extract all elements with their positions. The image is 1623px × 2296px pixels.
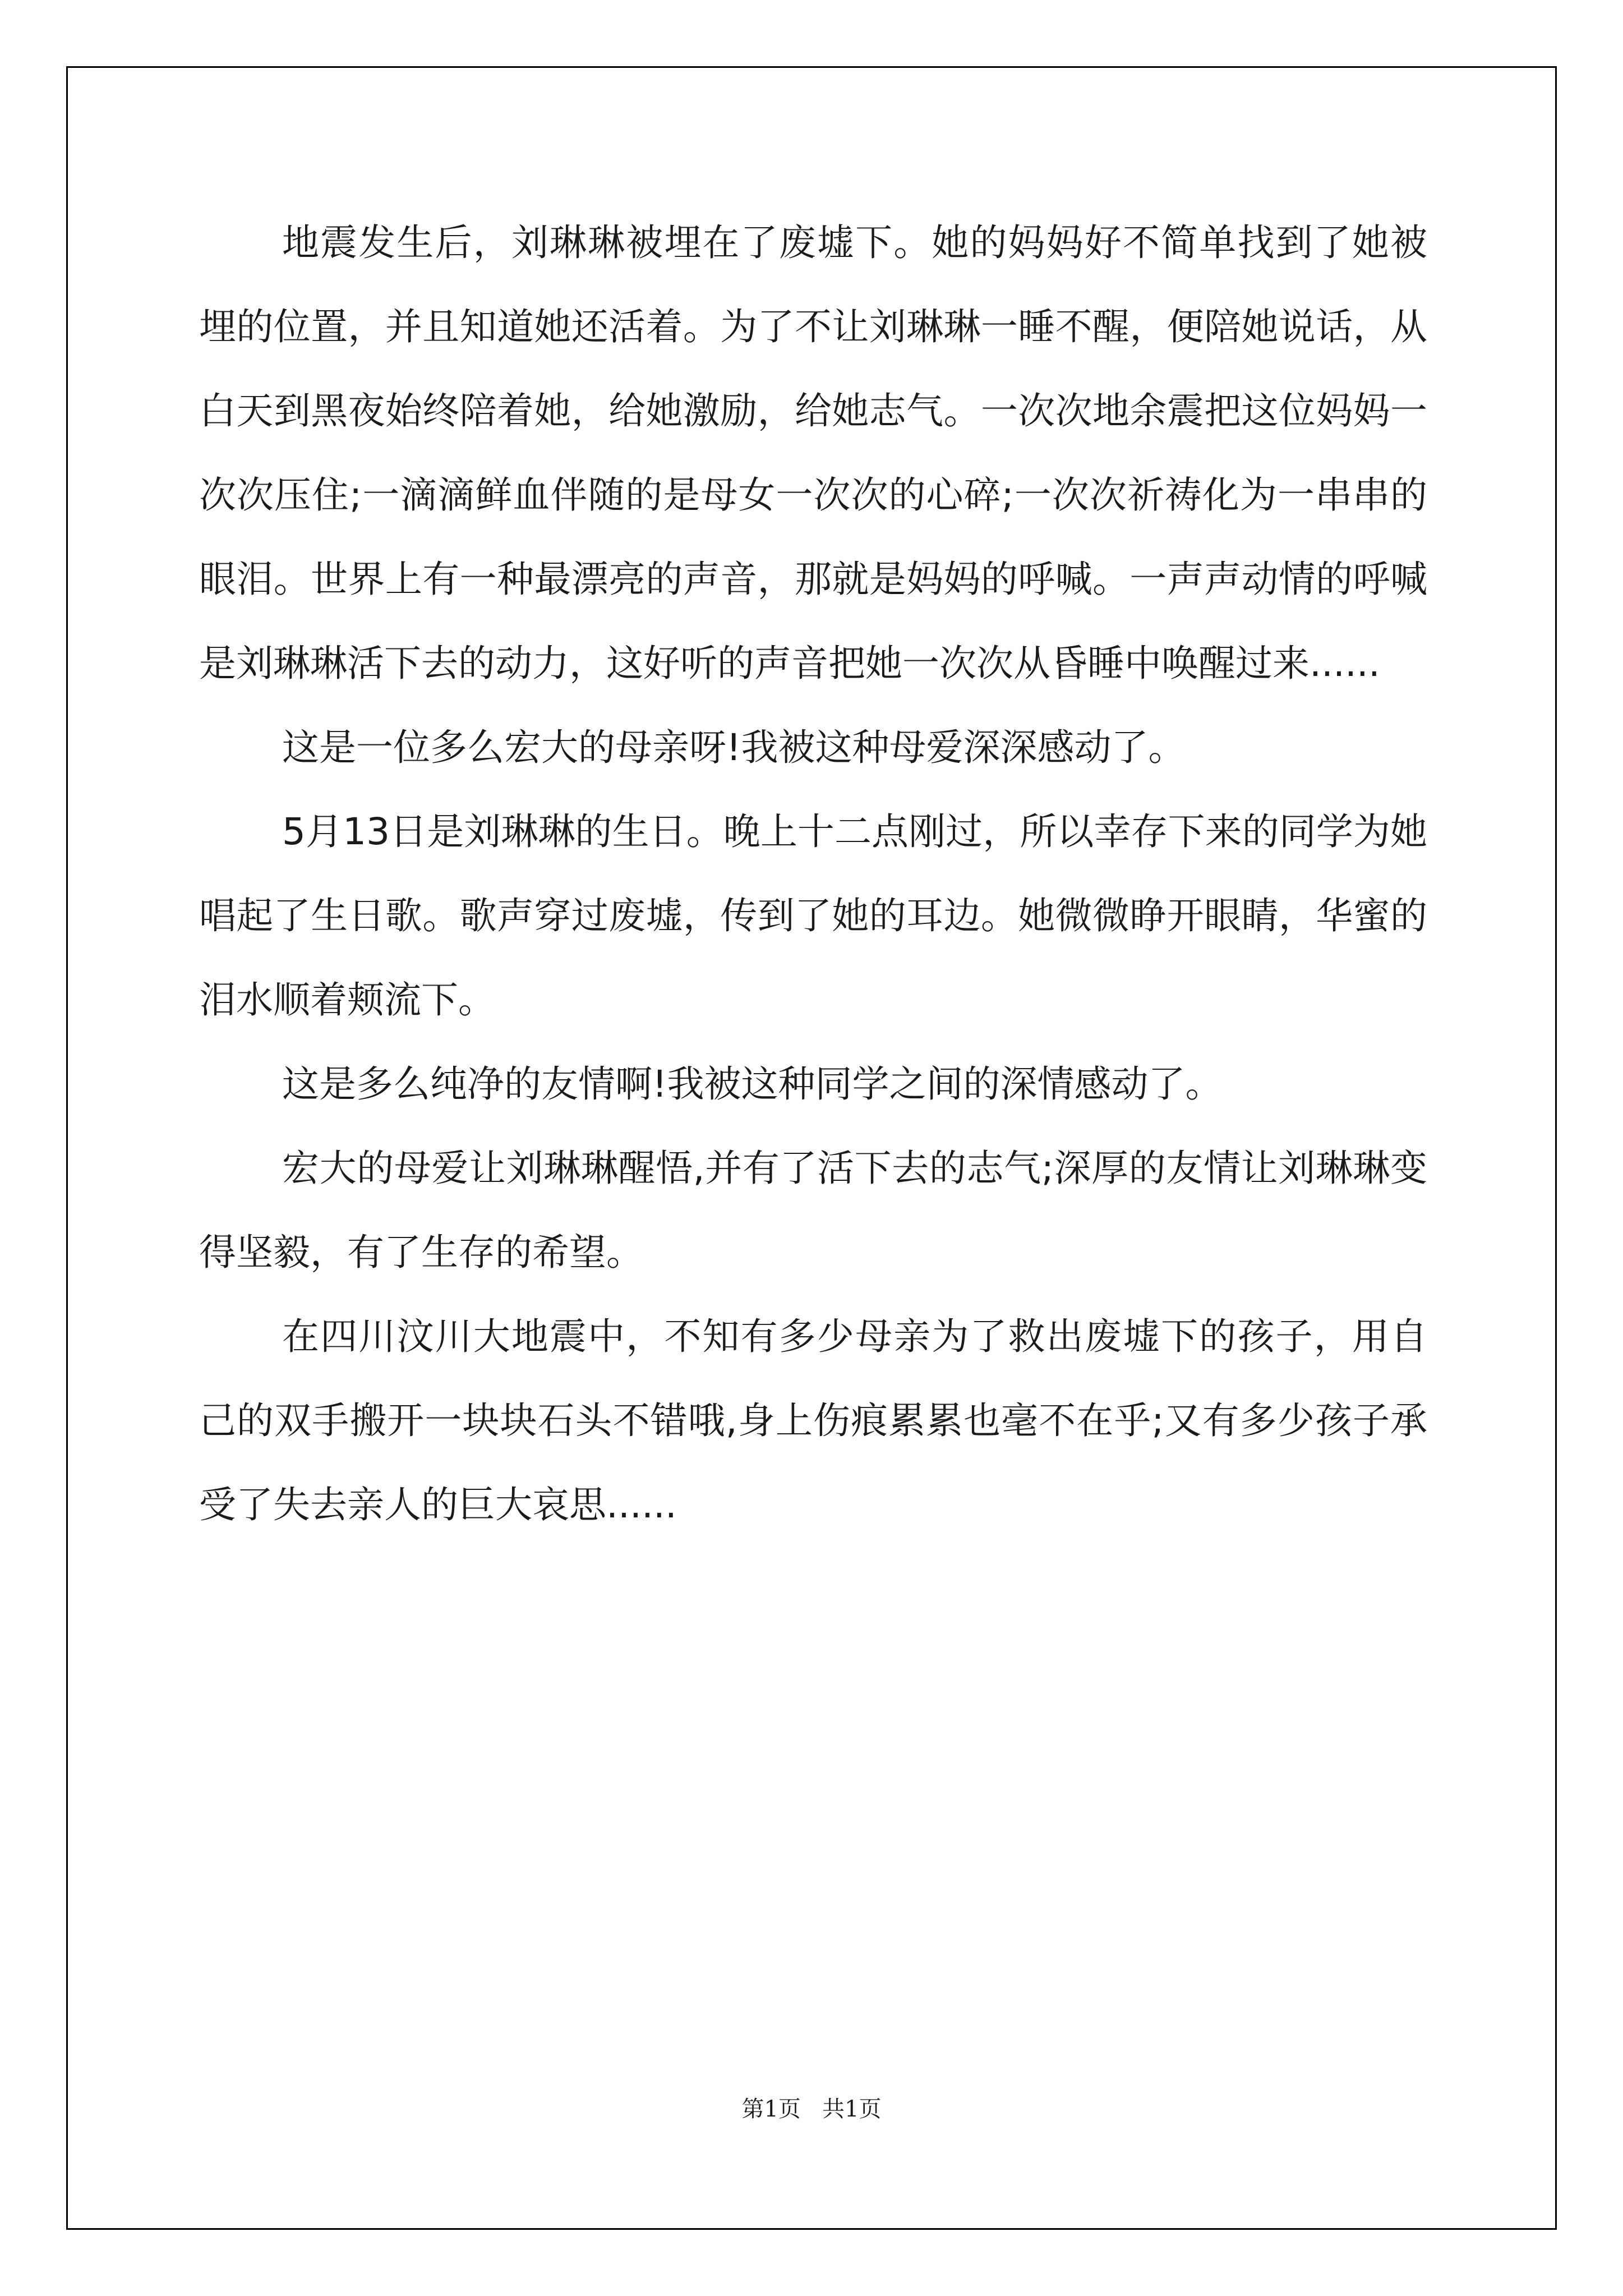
paragraph: 这是一位多么宏大的母亲呀!我被这种母爱深深感动了。 [282,726,1186,769]
paragraph: 宏大的母爱让刘琳琳醒悟,并有了活下去的志气;深厚的友情让刘琳琳变得坚毅，有了生存的希望。 [199,1147,1427,1274]
page-number-footer: 第1页 共1页 [741,2096,882,2122]
paragraph: 地震发生后，刘琳琳被埋在了废墟下。她的妈妈好不简单找到了她被埋的位置，并且知道她还活着。为了不让刘琳琳一睡不醒，便陪她说话，从白天到黑夜始终陪着她，给她激励，给她志气。一次次地余震把这位妈妈一次次压住;一滴滴鲜血伴随的是母女一次次的心碎;一次次祈祷化为一串串的眼泪。世界上有一种最漂亮的声音，那就是妈妈的呼喊。一声声动情的呼喊是刘琳琳活下去的动力，这好听的声音把她一次次从昏睡中唤醒过来...... [199,221,1427,685]
document-body [199,201,1427,1547]
paragraph: 在四川汶川大地震中，不知有多少母亲为了救出废墟下的孩子，用自己的双手搬开一块块石头不错哦,身上伤痕累累也毫不在乎;又有多少孩子承受了失去亲人的巨大哀思...... [199,1315,1427,1526]
paragraph: 这是多么纯净的友情啊!我被这种同学之间的深情感动了。 [282,1062,1223,1106]
paragraph: 5月13日是刘琳琳的生日。晚上十二点刚过，所以幸存下来的同学为她唱起了生日歌。歌声穿过废墟，传到了她的耳边。她微微睁开眼睛，华蜜的泪水顺着颊流下。 [199,810,1427,1022]
